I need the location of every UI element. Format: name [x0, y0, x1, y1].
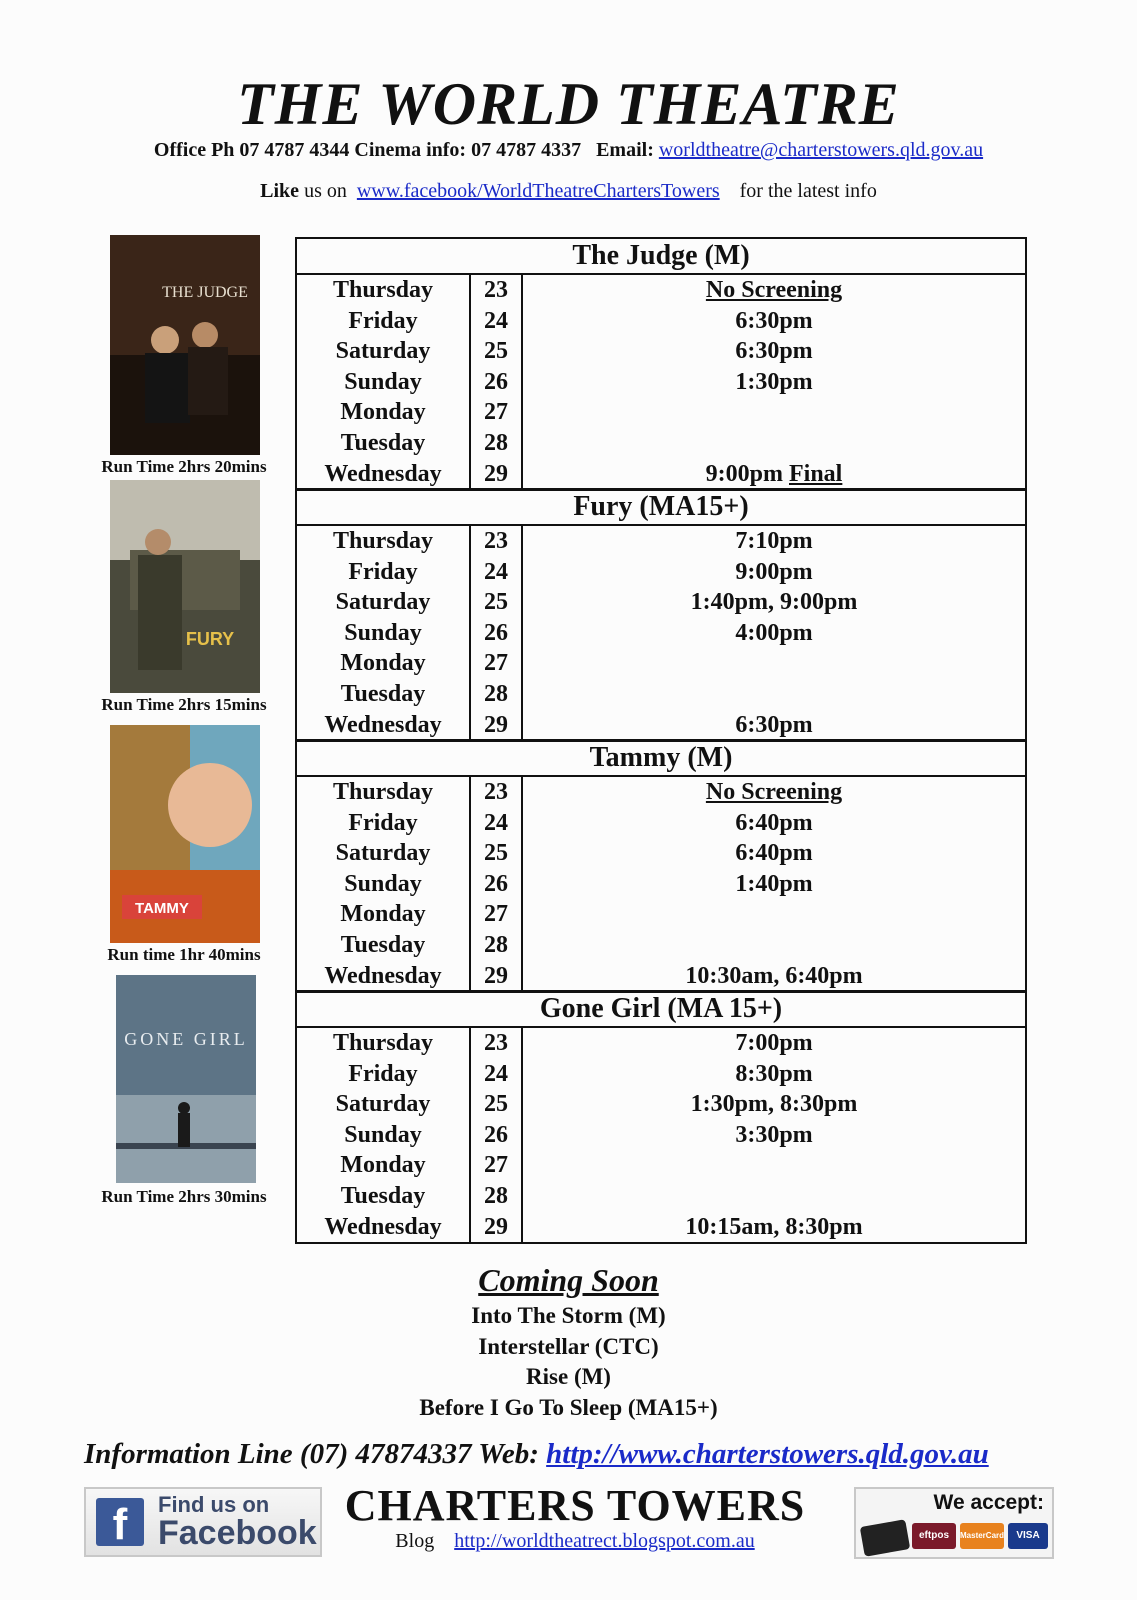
times-text: 7:10pm	[735, 528, 813, 554]
visa-logo: VISA	[1008, 1523, 1048, 1549]
facebook-wordmark: Facebook	[158, 1514, 317, 1552]
times-cell	[523, 526, 1025, 557]
blog-link[interactable]: http://worldtheatrect.blogspot.com.au	[454, 1530, 755, 1552]
fury-runtime: Run Time 2hrs 15mins	[101, 695, 267, 714]
times-cell	[523, 397, 1025, 428]
movie-title: The Judge (M)	[297, 239, 1025, 275]
eftpos-logo: eftpos	[912, 1523, 956, 1549]
showtime-row	[297, 1059, 1025, 1090]
day-cell: Monday	[297, 899, 471, 930]
date-cell: 24	[471, 808, 523, 839]
times-text: 4:00pm	[735, 619, 813, 646]
showtime-row	[297, 869, 1025, 900]
times-text: 7:00pm	[735, 1030, 813, 1056]
coming-soon-section	[0, 1262, 1137, 1423]
schedule-judge	[295, 237, 1027, 491]
schedule-tammy	[295, 739, 1027, 993]
day-cell: Friday	[297, 1059, 471, 1090]
date-cell: 23	[471, 777, 523, 808]
info-line-text: Information Line (07) 47874337 Web:	[84, 1438, 547, 1470]
day-cell: Wednesday	[297, 961, 471, 992]
date-cell: 25	[471, 838, 523, 869]
date-cell: 25	[471, 587, 523, 618]
day-cell: Saturday	[297, 336, 471, 367]
day-cell: Sunday	[297, 869, 471, 900]
times-text: 10:30am, 6:40pm	[685, 962, 863, 989]
times-text: 1:30pm, 8:30pm	[690, 1091, 858, 1118]
times-cell	[523, 648, 1025, 679]
schedule-fury	[295, 488, 1027, 742]
times-text: 6:40pm	[735, 809, 813, 836]
date-cell: 29	[471, 1212, 523, 1243]
date-cell: 25	[471, 1089, 523, 1120]
showtime-row	[297, 1150, 1025, 1181]
date-cell: 28	[471, 1181, 523, 1212]
blog-label: Blog	[395, 1530, 435, 1552]
email-link[interactable]: worldtheatre@charterstowers.qld.gov.au	[658, 139, 984, 161]
day-cell: Saturday	[297, 1089, 471, 1120]
day-cell: Wednesday	[297, 1212, 471, 1243]
times-cell	[523, 428, 1025, 459]
times-cell	[523, 367, 1025, 398]
times-text: 6:30pm	[735, 711, 813, 738]
showtime-row	[297, 1120, 1025, 1151]
showtime-row	[297, 618, 1025, 649]
showtime-row	[297, 930, 1025, 961]
day-cell: Saturday	[297, 587, 471, 618]
times-cell	[523, 1089, 1025, 1120]
showtime-rows	[297, 275, 1025, 489]
times-cell	[523, 899, 1025, 930]
times-text: 1:40pm, 9:00pm	[690, 589, 858, 616]
showtime-rows	[297, 526, 1025, 740]
day-cell: Friday	[297, 808, 471, 839]
times-cell	[523, 1181, 1025, 1212]
final-note: Final	[789, 460, 843, 487]
town-name: CHARTERS TOWERS	[344, 1481, 806, 1530]
tammy-poster-title: TAMMY	[135, 900, 189, 917]
times-cell	[523, 1059, 1025, 1090]
times-cell	[523, 961, 1025, 992]
showtime-row	[297, 808, 1025, 839]
date-cell: 29	[471, 710, 523, 741]
showtime-row	[297, 1028, 1025, 1059]
times-text: 6:30pm	[735, 338, 813, 365]
showtime-row	[297, 710, 1025, 741]
times-cell	[523, 869, 1025, 900]
judge-poster-title: THE JUDGE	[162, 284, 248, 301]
showtime-row	[297, 679, 1025, 710]
card-terminal-icon	[860, 1519, 911, 1557]
times-text: 6:40pm	[735, 840, 813, 867]
day-cell: Monday	[297, 1150, 471, 1181]
showtime-rows	[297, 777, 1025, 991]
movie-title: Fury (MA15+)	[297, 490, 1025, 526]
date-cell: 28	[471, 679, 523, 710]
date-cell: 28	[471, 428, 523, 459]
times-text: 9:00pm	[705, 460, 783, 487]
times-cell	[523, 459, 1025, 490]
times-cell	[523, 557, 1025, 588]
the-judge-poster	[110, 235, 260, 455]
day-cell: Tuesday	[297, 1181, 471, 1212]
showtime-row	[297, 275, 1025, 306]
day-cell: Friday	[297, 306, 471, 337]
showtime-row	[297, 428, 1025, 459]
showtime-row	[297, 1212, 1025, 1243]
times-cell	[523, 306, 1025, 337]
showtime-row	[297, 1089, 1025, 1120]
facebook-line	[0, 180, 1137, 203]
coming-soon-item: Interstellar (CTC)	[478, 1333, 659, 1359]
date-cell: 23	[471, 275, 523, 306]
times-text: 1:30pm	[735, 368, 813, 395]
times-cell	[523, 808, 1025, 839]
day-cell: Thursday	[297, 526, 471, 557]
date-cell: 23	[471, 1028, 523, 1059]
showtime-row	[297, 648, 1025, 679]
showtime-row	[297, 961, 1025, 992]
times-text: 10:15am, 8:30pm	[685, 1213, 863, 1240]
showtime-row	[297, 899, 1025, 930]
coming-soon-item: Before I Go To Sleep (MA15+)	[419, 1394, 718, 1420]
times-cell	[523, 838, 1025, 869]
date-cell: 23	[471, 526, 523, 557]
times-cell	[523, 1028, 1025, 1059]
showtime-row	[297, 587, 1025, 618]
tammy-poster	[110, 725, 260, 943]
times-cell	[523, 618, 1025, 649]
day-cell: Sunday	[297, 1120, 471, 1151]
showtime-row	[297, 306, 1025, 337]
day-cell: Saturday	[297, 838, 471, 869]
schedule-gone-girl	[295, 990, 1027, 1244]
we-accept-label: We accept:	[933, 1491, 1044, 1514]
gone-girl-runtime: Run Time 2hrs 30mins	[101, 1187, 267, 1206]
date-cell: 24	[471, 306, 523, 337]
contact-line	[0, 139, 1137, 162]
blog-line	[340, 1530, 810, 1553]
coming-soon-item: Rise (M)	[526, 1364, 611, 1389]
tammy-runtime: Run time 1hr 40mins	[107, 945, 261, 964]
day-cell: Sunday	[297, 367, 471, 398]
day-cell: Monday	[297, 648, 471, 679]
showtime-row	[297, 336, 1025, 367]
mastercard-logo: MasterCard	[960, 1523, 1004, 1549]
gone-girl-poster-title: GONE GIRL	[124, 1029, 248, 1049]
day-cell: Thursday	[297, 1028, 471, 1059]
page-title: THE WORLD THEATRE	[237, 71, 900, 137]
like-rest: us on	[299, 180, 352, 202]
like-word: Like	[260, 180, 300, 202]
day-cell: Tuesday	[297, 930, 471, 961]
day-cell: Wednesday	[297, 459, 471, 490]
find-us-text: Find us on	[158, 1492, 270, 1517]
fury-poster-title: FURY	[185, 629, 235, 649]
day-cell: Monday	[297, 397, 471, 428]
date-cell: 29	[471, 961, 523, 992]
times-text: 3:30pm	[735, 1121, 813, 1148]
date-cell: 25	[471, 336, 523, 367]
date-cell: 26	[471, 367, 523, 398]
day-cell: Thursday	[297, 777, 471, 808]
showtime-row	[297, 838, 1025, 869]
email-label: Email:	[596, 139, 654, 161]
date-cell: 28	[471, 930, 523, 961]
day-cell: Wednesday	[297, 710, 471, 741]
times-text: 8:30pm	[735, 1060, 813, 1087]
times-cell	[523, 1120, 1025, 1151]
date-cell: 27	[471, 648, 523, 679]
times-cell	[523, 336, 1025, 367]
date-cell: 27	[471, 397, 523, 428]
date-cell: 26	[471, 1120, 523, 1151]
times-text: No Screening	[705, 277, 843, 303]
showtime-row	[297, 1181, 1025, 1212]
date-cell: 24	[471, 1059, 523, 1090]
times-cell	[523, 587, 1025, 618]
day-cell: Tuesday	[297, 679, 471, 710]
day-cell: Friday	[297, 557, 471, 588]
times-cell	[523, 1212, 1025, 1243]
times-cell	[523, 930, 1025, 961]
payment-badge	[854, 1487, 1054, 1559]
phone-info: Office Ph 07 4787 4344 Cinema info: 07 4787 4337	[153, 139, 582, 161]
showtime-row	[297, 526, 1025, 557]
facebook-badge[interactable]	[84, 1487, 322, 1557]
facebook-icon: f	[96, 1498, 144, 1546]
fury-poster	[110, 480, 260, 693]
times-text: No Screening	[705, 779, 843, 805]
movie-title: Tammy (M)	[297, 741, 1025, 777]
date-cell: 26	[471, 869, 523, 900]
date-cell: 29	[471, 459, 523, 490]
date-cell: 27	[471, 1150, 523, 1181]
date-cell: 26	[471, 618, 523, 649]
day-cell: Thursday	[297, 275, 471, 306]
movie-title: Gone Girl (MA 15+)	[297, 992, 1025, 1028]
times-cell	[523, 1150, 1025, 1181]
times-cell	[523, 777, 1025, 808]
showtime-row	[297, 777, 1025, 808]
showtime-row	[297, 367, 1025, 398]
times-cell	[523, 679, 1025, 710]
showtime-row	[297, 557, 1025, 588]
showtime-row	[297, 397, 1025, 428]
date-cell: 24	[471, 557, 523, 588]
day-cell: Tuesday	[297, 428, 471, 459]
latest-info-text: for the latest info	[739, 180, 877, 202]
times-cell	[523, 275, 1025, 306]
times-text: 6:30pm	[735, 307, 813, 334]
gone-girl-poster	[116, 975, 256, 1183]
information-line	[84, 1438, 1074, 1471]
showtime-row	[297, 459, 1025, 490]
judge-runtime: Run Time 2hrs 20mins	[101, 457, 267, 476]
coming-soon-item: Into The Storm (M)	[471, 1303, 666, 1328]
showtime-rows	[297, 1028, 1025, 1242]
times-text: 9:00pm	[735, 558, 813, 585]
times-text: 1:40pm	[735, 870, 813, 897]
coming-soon-heading: Coming Soon	[478, 1262, 659, 1298]
date-cell: 27	[471, 899, 523, 930]
facebook-url-link[interactable]: www.facebook/WorldTheatreChartersTowers	[356, 180, 720, 202]
day-cell: Sunday	[297, 618, 471, 649]
web-link[interactable]: http://www.charterstowers.qld.gov.au	[546, 1438, 989, 1470]
times-cell	[523, 710, 1025, 741]
